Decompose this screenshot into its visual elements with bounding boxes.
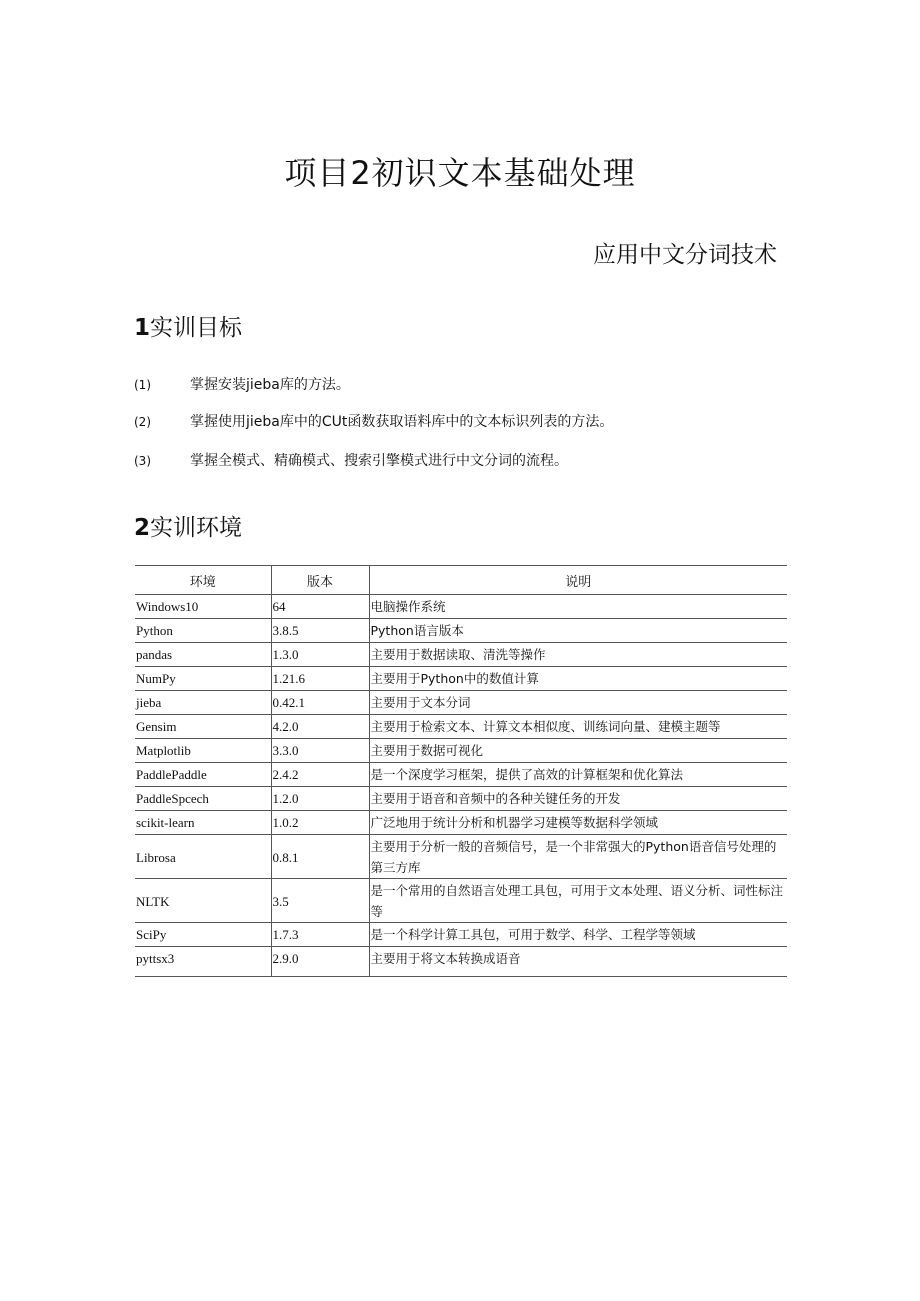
table-row	[135, 787, 787, 811]
table-row	[135, 879, 787, 923]
table-row	[135, 923, 787, 947]
table-header-row	[135, 566, 787, 595]
table-row	[135, 643, 787, 667]
env-name: pyttsx3	[135, 947, 271, 977]
env-name: scikit-learn	[135, 811, 271, 835]
env-name: Windows10	[135, 595, 271, 619]
env-version: 3.8.5	[271, 619, 369, 643]
env-description: 主要用于数据读取、清洗等操作	[369, 643, 787, 667]
table-row	[135, 667, 787, 691]
env-description: 是一个科学计算工具包，可用于数学、科学、工程学等领域	[369, 923, 787, 947]
table-row	[135, 691, 787, 715]
env-description: 广泛地用于统计分析和机器学习建模等数据科学领域	[369, 811, 787, 835]
env-description: 主要用于数据可视化	[369, 739, 787, 763]
section-label: 实训目标	[150, 315, 243, 341]
env-name: Librosa	[135, 835, 271, 879]
table-row	[135, 835, 787, 879]
table-row	[135, 739, 787, 763]
section-number: 1	[134, 315, 151, 341]
env-name: pandas	[135, 643, 271, 667]
env-name: PaddlePaddle	[135, 763, 271, 787]
table-body	[135, 595, 787, 977]
table-row	[135, 811, 787, 835]
env-version: 1.3.0	[271, 643, 369, 667]
table-row	[135, 763, 787, 787]
section-heading-objectives	[134, 309, 242, 342]
objective-item	[134, 374, 350, 394]
objective-text: 掌握安装jieba库的方法。	[190, 377, 350, 393]
env-name: jieba	[135, 691, 271, 715]
env-description: 主要用于Python中的数值计算	[369, 667, 787, 691]
table-row	[135, 619, 787, 643]
env-version: 2.9.0	[271, 947, 369, 977]
env-version: 1.2.0	[271, 787, 369, 811]
table-row	[135, 715, 787, 739]
env-description: 电脑操作系统	[369, 595, 787, 619]
env-version: 1.21.6	[271, 667, 369, 691]
env-name: SciPy	[135, 923, 271, 947]
env-version: 4.2.0	[271, 715, 369, 739]
objective-index: (3)	[134, 454, 151, 468]
env-description: 主要用于语音和音频中的各种关键任务的开发	[369, 787, 787, 811]
env-version: 1.7.3	[271, 923, 369, 947]
env-version: 0.8.1	[271, 835, 369, 879]
header-version: 版本	[271, 566, 369, 595]
env-name: NumPy	[135, 667, 271, 691]
table-row	[135, 595, 787, 619]
env-version: 64	[271, 595, 369, 619]
env-version: 2.4.2	[271, 763, 369, 787]
env-version: 1.0.2	[271, 811, 369, 835]
objective-text: 掌握使用jieba库中的CUt函数获取语料库中的文本标识列表的方法。	[190, 414, 614, 430]
env-description: 主要用于检索文本、计算文本相似度、训练词向量、建模主题等	[369, 715, 787, 739]
env-description: 主要用于将文本转换成语音	[369, 947, 787, 977]
objective-item	[134, 450, 568, 470]
header-description: 说明	[369, 566, 787, 595]
objective-index: (2)	[134, 415, 151, 429]
section-label: 实训环境	[150, 515, 243, 541]
section-heading-environment	[134, 509, 242, 542]
header-environment: 环境	[135, 566, 271, 595]
env-description: 主要用于文本分词	[369, 691, 787, 715]
env-description: 主要用于分析一般的音频信号，是一个非常强大的Python语音信号处理的第三方库	[369, 835, 787, 879]
env-version: 3.5	[271, 879, 369, 923]
env-name: NLTK	[135, 879, 271, 923]
section-number: 2	[134, 515, 151, 541]
env-name: Gensim	[135, 715, 271, 739]
objective-index: (1)	[134, 378, 151, 392]
objective-item	[134, 411, 613, 431]
document-subtitle: 应用中文分词技术	[593, 242, 777, 268]
env-name: PaddleSpcech	[135, 787, 271, 811]
env-description: 是一个常用的自然语言处理工具包，可用于文本处理、语义分析、词性标注等	[369, 879, 787, 923]
env-description: 是一个深度学习框架，提供了高效的计算框架和优化算法	[369, 763, 787, 787]
env-version: 3.3.0	[271, 739, 369, 763]
document-title: 项目2初识文本基础处理	[284, 154, 636, 192]
env-description: Python语言版本	[369, 619, 787, 643]
env-name: Matplotlib	[135, 739, 271, 763]
env-name: Python	[135, 619, 271, 643]
env-version: 0.42.1	[271, 691, 369, 715]
objective-text: 掌握全模式、精确模式、搜索引擎模式进行中文分词的流程。	[190, 453, 568, 469]
table-row	[135, 947, 787, 977]
environment-table	[135, 565, 787, 977]
